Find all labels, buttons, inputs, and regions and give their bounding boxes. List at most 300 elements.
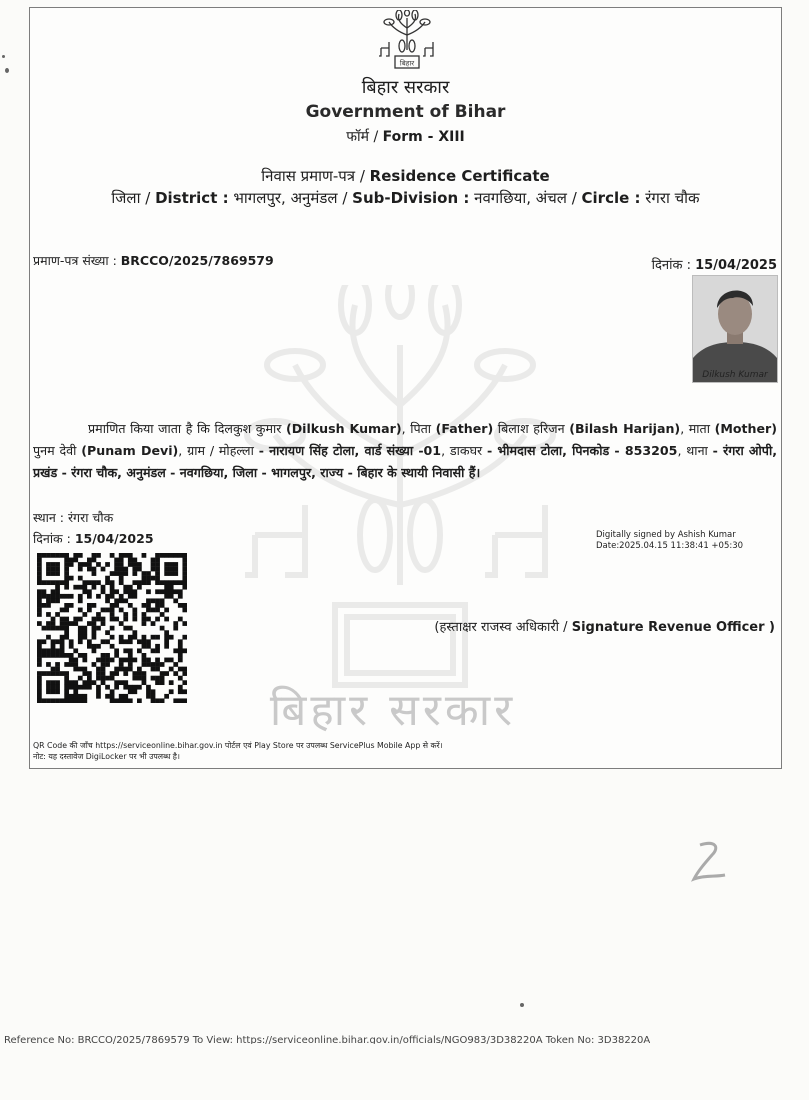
qr-module — [128, 562, 133, 567]
qr-module — [123, 585, 128, 590]
qr-module — [51, 689, 56, 694]
body-text-segment: , ग्राम / मोहल्ला — [178, 443, 259, 458]
qr-module — [123, 685, 128, 690]
police-station-value: - रंगरा ओपी, प्रखंड — [33, 443, 778, 480]
qr-module — [137, 580, 142, 585]
certificate-number-label: प्रमाण-पत्र संख्या : — [33, 253, 121, 268]
qr-module — [78, 676, 83, 681]
form-number — [29, 127, 782, 146]
qr-module — [78, 567, 83, 572]
qr-module — [123, 617, 128, 622]
qr-module — [105, 694, 110, 699]
qr-module — [51, 648, 56, 653]
father-label: (Father) — [435, 421, 494, 436]
qr-module — [142, 571, 147, 576]
qr-module — [51, 621, 56, 626]
qr-module — [55, 567, 60, 572]
qr-module — [169, 553, 174, 558]
qr-module — [164, 585, 169, 590]
qr-module — [164, 571, 169, 576]
qr-module — [64, 662, 69, 667]
qr-module — [123, 658, 128, 663]
qr-module — [64, 617, 69, 622]
qr-module — [69, 576, 74, 581]
qr-module — [169, 594, 174, 599]
qr-module — [96, 553, 101, 558]
qr-module — [182, 689, 187, 694]
qr-module — [128, 689, 133, 694]
qr-module — [51, 571, 56, 576]
qr-module — [55, 612, 60, 617]
qr-module — [160, 680, 165, 685]
qr-module — [182, 648, 187, 653]
qr-module — [146, 658, 151, 663]
qr-module — [37, 676, 42, 681]
qr-module — [73, 617, 78, 622]
qr-module — [110, 553, 115, 558]
qr-module — [37, 621, 42, 626]
qr-module — [110, 589, 115, 594]
qr-module — [146, 689, 151, 694]
qr-module — [110, 676, 115, 681]
qr-module — [92, 630, 97, 635]
certificate-number — [33, 252, 274, 269]
qr-module — [69, 639, 74, 644]
qr-module — [169, 562, 174, 567]
qr-module — [178, 653, 183, 658]
qr-module — [37, 594, 42, 599]
qr-module — [46, 653, 51, 658]
qr-module — [60, 617, 65, 622]
qr-module — [169, 680, 174, 685]
qr-module — [123, 567, 128, 572]
qr-module — [178, 603, 183, 608]
govt-name-english: Government of Bihar — [305, 102, 506, 122]
qr-module — [182, 603, 187, 608]
qr-module — [160, 671, 165, 676]
officer-signature-label — [434, 617, 775, 635]
qr-module — [51, 671, 56, 676]
qr-module — [114, 567, 119, 572]
qr-module — [101, 658, 106, 663]
scan-speck — [5, 68, 9, 73]
qr-module — [64, 576, 69, 581]
qr-module — [78, 667, 83, 672]
qr-module — [46, 562, 51, 567]
qr-module — [132, 635, 137, 640]
qr-module — [146, 571, 151, 576]
qr-module — [137, 685, 142, 690]
qr-module — [64, 580, 69, 585]
district-label-hindi: जिला / — [111, 189, 156, 207]
qr-module — [51, 580, 56, 585]
qr-module — [42, 626, 47, 631]
certificate-title — [29, 166, 782, 186]
qr-module — [119, 694, 124, 699]
qr-module — [155, 598, 160, 603]
qr-module — [155, 676, 160, 681]
qr-module — [182, 671, 187, 676]
qr-module — [46, 571, 51, 576]
scan-speck — [2, 55, 5, 58]
qr-module — [73, 658, 78, 663]
qr-module — [155, 608, 160, 613]
applicant-photo — [692, 275, 778, 383]
post-office-value: - भीमदास टोला, पिनकोड — [487, 443, 615, 458]
qr-module — [173, 698, 178, 703]
qr-module — [155, 553, 160, 558]
qr-module — [169, 667, 174, 672]
qr-module — [105, 562, 110, 567]
issue-date-label: दिनांक : — [651, 258, 696, 273]
qr-module — [73, 667, 78, 672]
qr-module — [114, 571, 119, 576]
village-value: - नारायण सिंह टोला, वार्ड संख्या — [258, 443, 419, 458]
qr-module — [114, 558, 119, 563]
qr-module — [64, 558, 69, 563]
pincode-value: - 853205 — [614, 443, 678, 458]
qr-module — [37, 653, 42, 658]
qr-module — [119, 658, 124, 663]
qr-module — [132, 594, 137, 599]
qr-module — [105, 580, 110, 585]
place — [33, 509, 113, 526]
qr-module — [96, 612, 101, 617]
body-text-segment: , डाकघर — [441, 443, 487, 458]
qr-module — [96, 658, 101, 663]
qr-module — [42, 580, 47, 585]
qr-module — [73, 585, 78, 590]
qr-module — [164, 594, 169, 599]
qr-module — [51, 639, 56, 644]
qr-module — [82, 667, 87, 672]
qr-module — [37, 553, 42, 558]
qr-module — [101, 667, 106, 672]
qr-module — [128, 553, 133, 558]
qr-module — [132, 571, 137, 576]
qr-module — [132, 689, 137, 694]
qr-module — [37, 644, 42, 649]
qr-module — [123, 626, 128, 631]
district-line — [29, 188, 782, 208]
qr-module — [123, 571, 128, 576]
qr-module — [110, 594, 115, 599]
qr-module — [78, 585, 83, 590]
qr-module — [69, 644, 74, 649]
qr-module — [51, 553, 56, 558]
qr-module — [119, 621, 124, 626]
qr-module — [164, 671, 169, 676]
circle-value: रंगरा चौक — [640, 189, 700, 207]
qr-module — [132, 685, 137, 690]
qr-module — [69, 698, 74, 703]
qr-module — [155, 580, 160, 585]
qr-module — [82, 626, 87, 631]
qr-module — [110, 571, 115, 576]
issue-date-bottom-value: 15/04/2025 — [74, 531, 154, 546]
qr-module — [119, 662, 124, 667]
qr-module — [119, 576, 124, 581]
qr-module — [123, 598, 128, 603]
qr-module — [73, 694, 78, 699]
father-name-english: (Bilash Harijan) — [569, 421, 681, 436]
qr-module — [146, 685, 151, 690]
qr-module — [78, 639, 83, 644]
qr-module — [92, 585, 97, 590]
qr-module — [51, 594, 56, 599]
certification-paragraph — [33, 418, 777, 484]
qr-module — [96, 617, 101, 622]
qr-module — [142, 635, 147, 640]
qr-module — [37, 567, 42, 572]
qr-module — [69, 603, 74, 608]
qr-module — [114, 653, 119, 658]
qr-module — [87, 680, 92, 685]
qr-module — [73, 689, 78, 694]
qr-module — [87, 685, 92, 690]
qr-module — [82, 680, 87, 685]
qr-module — [64, 626, 69, 631]
qr-module — [173, 648, 178, 653]
qr-module — [101, 567, 106, 572]
qr-module — [114, 671, 119, 676]
qr-module — [151, 667, 156, 672]
qr-module — [92, 644, 97, 649]
qr-module — [119, 635, 124, 640]
qr-module — [87, 608, 92, 613]
qr-module — [105, 653, 110, 658]
qr-module — [128, 585, 133, 590]
qr-module — [160, 603, 165, 608]
qr-module — [82, 589, 87, 594]
qr-module — [60, 626, 65, 631]
qr-module — [37, 598, 42, 603]
qr-module — [128, 626, 133, 631]
qr-module — [146, 694, 151, 699]
qr-module — [182, 558, 187, 563]
qr-module — [92, 621, 97, 626]
qr-module — [114, 562, 119, 567]
qr-module — [132, 630, 137, 635]
qr-module — [82, 653, 87, 658]
qr-module — [92, 662, 97, 667]
qr-module — [142, 617, 147, 622]
qr-module — [132, 562, 137, 567]
qr-module — [69, 685, 74, 690]
qr-module — [42, 671, 47, 676]
qr-module — [160, 612, 165, 617]
qr-module — [132, 558, 137, 563]
qr-module — [37, 639, 42, 644]
qr-module — [146, 603, 151, 608]
qr-module — [92, 680, 97, 685]
qr-module — [173, 662, 178, 667]
qr-module — [64, 571, 69, 576]
govt-name-hindi: बिहार सरकार — [361, 77, 450, 98]
qr-module — [78, 576, 83, 581]
qr-module — [46, 635, 51, 640]
qr-module — [92, 580, 97, 585]
qr-module — [123, 698, 128, 703]
qr-module — [96, 689, 101, 694]
qr-module — [105, 662, 110, 667]
qr-module — [169, 635, 174, 640]
qr-module — [142, 553, 147, 558]
qr-module — [64, 653, 69, 658]
qr-module — [151, 662, 156, 667]
qr-module — [142, 658, 147, 663]
qr-module — [55, 589, 60, 594]
qr-module — [114, 667, 119, 672]
qr-module — [173, 567, 178, 572]
qr-module — [110, 644, 115, 649]
qr-module — [146, 576, 151, 581]
qr-module — [114, 648, 119, 653]
qr-module — [46, 689, 51, 694]
qr-module — [60, 635, 65, 640]
qr-module — [110, 580, 115, 585]
circle-label: Circle : — [581, 189, 641, 207]
applicant-name-english: (Dilkush Kumar) — [285, 421, 402, 436]
qr-module — [105, 608, 110, 613]
qr-module — [137, 639, 142, 644]
qr-module — [137, 567, 142, 572]
qr-module — [142, 576, 147, 581]
qr-module — [178, 689, 183, 694]
qr-module — [146, 608, 151, 613]
qr-module — [101, 680, 106, 685]
qr-module — [105, 598, 110, 603]
qr-module — [101, 589, 106, 594]
qr-module — [164, 658, 169, 663]
body-text-segment: पुनम देवी — [33, 443, 82, 458]
qr-module — [46, 680, 51, 685]
qr-module — [142, 644, 147, 649]
qr-module — [60, 698, 65, 703]
qr-module — [64, 698, 69, 703]
qr-module — [55, 648, 60, 653]
subdivision-value: नवगछिया, अंचल / — [469, 189, 582, 207]
qr-module — [142, 671, 147, 676]
qr-module — [82, 635, 87, 640]
qr-module — [146, 580, 151, 585]
qr-module — [96, 685, 101, 690]
qr-module — [119, 594, 124, 599]
qr-module — [128, 635, 133, 640]
qr-module — [96, 562, 101, 567]
qr-module — [87, 567, 92, 572]
qr-module — [182, 580, 187, 585]
qr-code-icon[interactable] — [37, 553, 187, 703]
qr-module — [87, 589, 92, 594]
qr-module — [105, 630, 110, 635]
qr-module — [142, 603, 147, 608]
qr-module — [101, 671, 106, 676]
qr-module — [46, 698, 51, 703]
qr-module — [87, 676, 92, 681]
qr-module — [37, 612, 42, 617]
qr-module — [151, 621, 156, 626]
qr-module — [110, 603, 115, 608]
qr-module — [182, 585, 187, 590]
bihar-emblem-icon — [375, 10, 439, 72]
qr-module — [64, 585, 69, 590]
qr-module — [164, 562, 169, 567]
qr-module — [82, 694, 87, 699]
qr-module — [114, 680, 119, 685]
qr-module — [51, 680, 56, 685]
qr-module — [82, 562, 87, 567]
qr-module — [64, 689, 69, 694]
qr-module — [82, 585, 87, 590]
qr-module — [64, 685, 69, 690]
qr-module — [137, 648, 142, 653]
qr-module — [178, 617, 183, 622]
body-text-segment: बिलाश हरिजन — [493, 421, 570, 436]
qr-module — [173, 562, 178, 567]
qr-module — [64, 562, 69, 567]
qr-module — [132, 612, 137, 617]
qr-module — [128, 658, 133, 663]
digital-signature — [596, 530, 743, 552]
qr-module — [96, 644, 101, 649]
qr-module — [178, 698, 183, 703]
qr-module — [151, 635, 156, 640]
qr-module — [132, 671, 137, 676]
qr-module — [96, 694, 101, 699]
qr-module — [178, 676, 183, 681]
qr-module — [123, 639, 128, 644]
qr-module — [182, 562, 187, 567]
qr-module — [160, 598, 165, 603]
qr-module — [51, 617, 56, 622]
qr-module — [64, 621, 69, 626]
qr-module — [119, 680, 124, 685]
qr-module — [96, 667, 101, 672]
title-hindi: निवास प्रमाण-पत्र / — [261, 167, 370, 185]
qr-module — [164, 694, 169, 699]
qr-module — [123, 694, 128, 699]
qr-module — [60, 639, 65, 644]
issue-date-top — [652, 255, 777, 273]
qr-module — [169, 658, 174, 663]
qr-module — [128, 648, 133, 653]
qr-module — [119, 580, 124, 585]
qr-module — [173, 571, 178, 576]
qr-module — [51, 589, 56, 594]
photo-signature-caption: Dilkush Kumar — [702, 370, 768, 380]
block-value: - रंगरा चौक, अनुमंडल — [61, 465, 171, 480]
qr-module — [114, 589, 119, 594]
qr-module — [128, 603, 133, 608]
qr-module — [87, 644, 92, 649]
qr-module — [46, 621, 51, 626]
qr-module — [182, 680, 187, 685]
qr-module — [151, 608, 156, 613]
ward-value: -01 — [418, 443, 442, 458]
qr-module — [142, 621, 147, 626]
qr-module — [46, 612, 51, 617]
qr-module — [60, 608, 65, 613]
qr-module — [42, 648, 47, 653]
digital-signature-signer: Digitally signed by Ashish Kumar — [596, 530, 736, 540]
body-text-segment: , पिता — [401, 421, 436, 436]
qr-module — [173, 621, 178, 626]
reference-footer: Reference No: BRCCO/2025/7869579 To View: https://serviceonline.bihar.gov.in/officials/NGO983/3D38220A Token No: 3D38220A — [4, 1035, 651, 1044]
qr-module — [51, 598, 56, 603]
qr-module — [51, 626, 56, 631]
qr-module — [132, 658, 137, 663]
